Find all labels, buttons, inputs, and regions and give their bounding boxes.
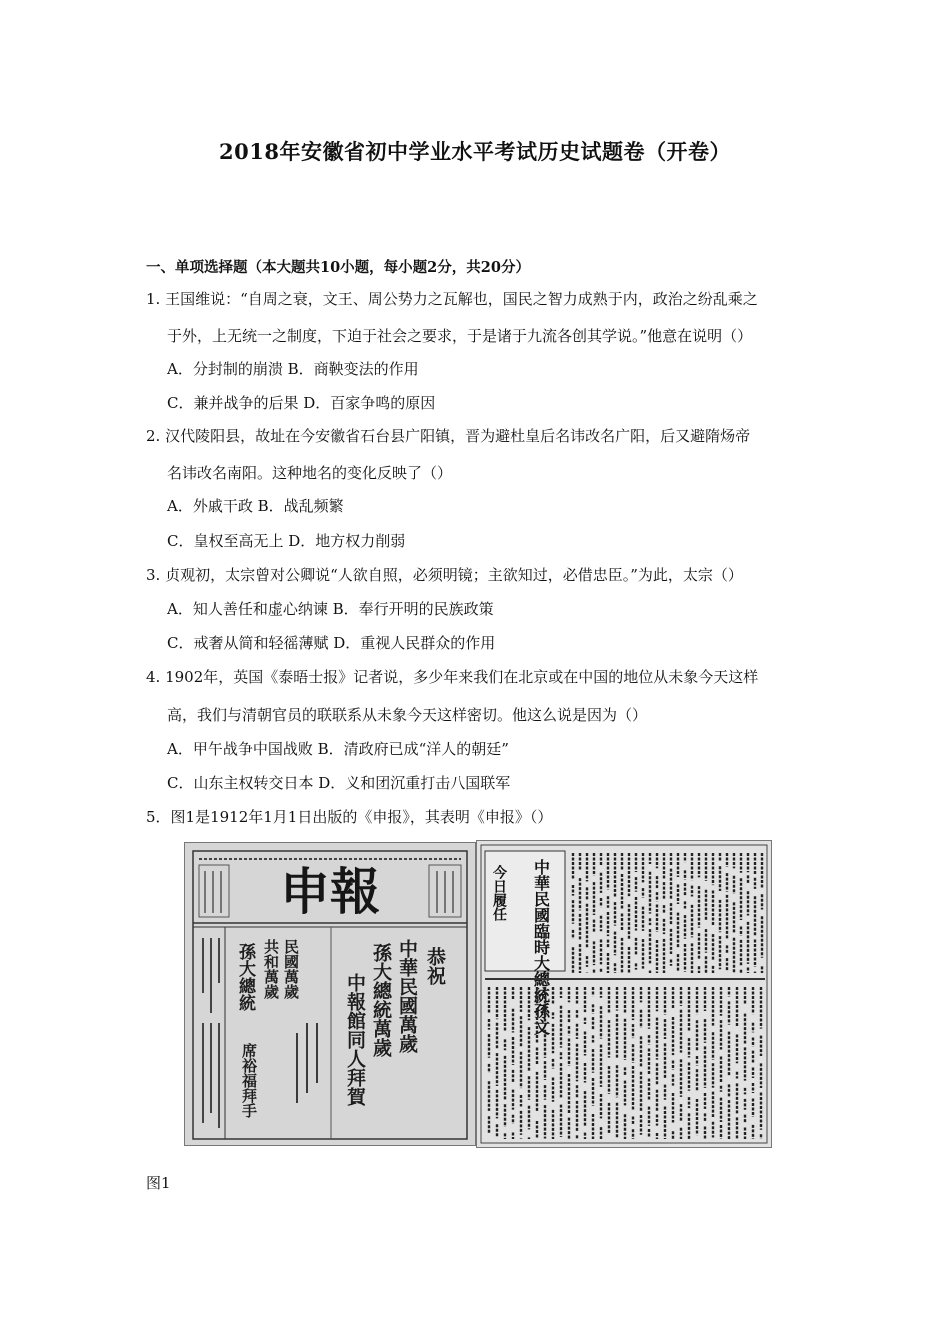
question-5-line-1: 5．图1是1912年1月1日出版的《申报》，其表明《申报》（） [146,808,553,826]
headline-column: 中華民國臨時大總統孫文 [531,859,551,1035]
inauguration-notice-image [476,840,772,1148]
figure-1 [184,840,770,1146]
column-5: 共和萬歲 [262,939,280,999]
figure-caption: 图1 [146,1174,171,1192]
question-1-options-cd: C．兼并战争的后果 D．百家争鸣的原因 [167,394,436,412]
page-title: 2018年安徽省初中学业水平考试历史试题卷（开卷） [219,139,731,164]
question-2-options-ab: A．外戚干政 B．战乱频繁 [167,497,344,515]
column-7: 孫大總統 [235,943,255,1011]
question-2-options-cd: C．皇权至高无上 D．地方权力削弱 [167,532,406,550]
question-4-options-cd: C．山东主权转交日本 D．义和团沉重打击八国联军 [167,774,511,792]
question-1-line-1: 1. 王国维说：“自周之衰，文王、周公势力之瓦解也，国民之智力成熟于内，政治之纷乱乘之 [146,290,758,308]
masthead-text: 申報 [280,862,380,921]
question-1-options-ab: A．分封制的崩溃 B．商鞅变法的作用 [167,360,419,378]
column-2: 中華民國萬歲 [396,939,418,1053]
question-2-line-1: 2. 汉代陵阳县，故址在今安徽省石台县广阳镇，晋为避杜皇后名讳改名广阳，后又避隋炀帝 [146,427,751,445]
question-3-options-ab: A．知人善任和虚心纳谏 B．奉行开明的民族政策 [167,600,494,618]
column-1: 恭祝 [424,947,446,985]
shenbao-front-page-image [184,842,476,1146]
column-8: 席裕福拜手 [240,1043,258,1118]
question-1-line-2: 于外，上无统一之制度，下迫于社会之要求，于是诸于九流各创其学说。”他意在说明（） [167,327,753,345]
question-4-line-1: 4. 1902年，英国《泰晤士报》记者说，多少年来我们在北京或在中国的地位从未象今天这样 [146,668,759,686]
question-4-options-ab: A．甲午战争中国战败 B．清政府已成“洋人的朝廷” [167,740,509,758]
question-4-line-2: 高，我们与清朝官员的联联系从未象今天这样密切。他这么说是因为（） [167,706,648,724]
subhead-column: 今日履任 [491,865,507,921]
section-heading: 一、单项选择题（本大题共10小题，每小题2分，共20分） [146,259,530,276]
shenbao-front-page-graphic [185,843,475,1145]
question-2-line-2: 名讳改名南阳。这种地名的变化反映了（） [167,464,453,482]
inauguration-notice-graphic [477,841,771,1147]
question-3-options-cd: C．戒奢从简和轻徭薄赋 D．重视人民群众的作用 [167,634,496,652]
question-3-line-1: 3. 贞观初，太宗曾对公卿说“人欲自照，必须明镜；主欲知过，必借忠臣。”为此，太宗（） [146,566,743,584]
column-3: 孫大總統萬歲 [370,943,392,1057]
column-6: 民國萬歲 [282,939,300,999]
column-4: 中報館同人拜賀 [344,973,366,1106]
